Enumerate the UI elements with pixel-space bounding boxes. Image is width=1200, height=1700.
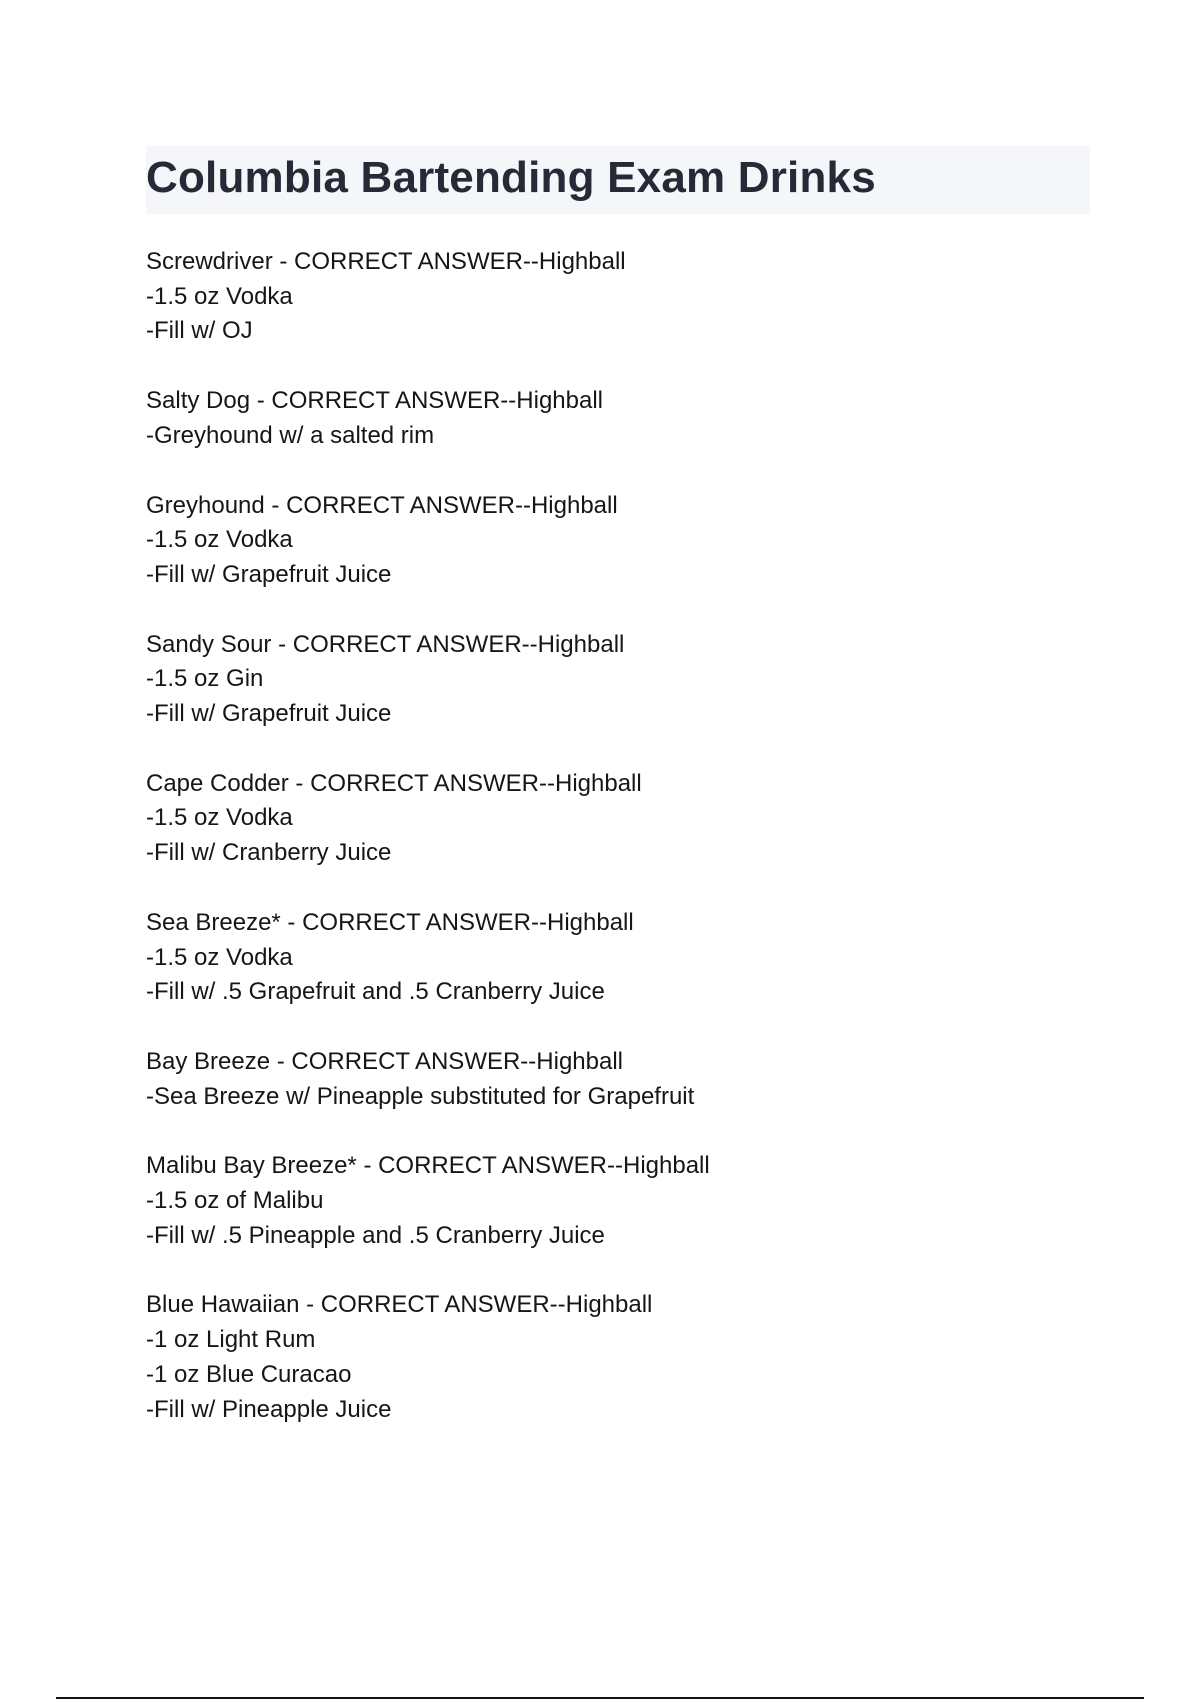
drink-ingredient-line: -Greyhound w/ a salted rim (146, 421, 435, 449)
drink-entry (146, 1045, 1090, 1114)
drink-heading: Greyhound - CORRECT ANSWER--Highball (146, 491, 618, 519)
drink-ingredient-line: -1 oz Blue Curacao (146, 1360, 352, 1388)
title-band (146, 146, 1090, 214)
drink-heading: Bay Breeze - CORRECT ANSWER--Highball (146, 1047, 624, 1075)
drink-ingredient-line: -1.5 oz Vodka (146, 526, 293, 554)
page-title: Columbia Bartending Exam Drinks (146, 153, 876, 202)
drink-entry (146, 628, 1090, 732)
drink-entry (146, 906, 1090, 1010)
drink-ingredient-line: -Fill w/ Pineapple Juice (146, 1395, 392, 1423)
drink-entry (146, 767, 1090, 871)
drink-heading: Sea Breeze* - CORRECT ANSWER--Highball (146, 908, 634, 936)
drink-ingredient-line: -Sea Breeze w/ Pineapple substituted for Grapefruit (146, 1082, 695, 1110)
drink-heading: Salty Dog - CORRECT ANSWER--Highball (146, 387, 603, 415)
drink-ingredient-line: -1 oz Light Rum (146, 1326, 316, 1354)
drink-ingredient-line: -1.5 oz Gin (146, 665, 264, 693)
drink-ingredient-line: -1.5 oz Vodka (146, 943, 293, 971)
drink-heading: Cape Codder - CORRECT ANSWER--Highball (146, 769, 642, 797)
drink-entry (146, 489, 1090, 593)
drink-ingredient-line: -1.5 oz Vodka (146, 804, 293, 832)
drink-ingredient-line: -Fill w/ Grapefruit Juice (146, 560, 392, 588)
drink-heading: Sandy Sour - CORRECT ANSWER--Highball (146, 630, 625, 658)
drink-ingredient-line: -Fill w/ Cranberry Juice (146, 839, 392, 867)
drink-ingredient-line: -Fill w/ .5 Grapefruit and .5 Cranberry Juice (146, 978, 605, 1006)
drink-entry (146, 1149, 1090, 1253)
drink-list (146, 245, 1090, 1462)
drink-ingredient-line: -Fill w/ .5 Pineapple and .5 Cranberry Juice (146, 1221, 605, 1249)
drink-heading: Blue Hawaiian - CORRECT ANSWER--Highball (146, 1291, 653, 1319)
footer-divider (56, 1697, 1144, 1699)
drink-ingredient-line: -Fill w/ OJ (146, 317, 253, 345)
drink-heading: Malibu Bay Breeze* - CORRECT ANSWER--Highball (146, 1152, 710, 1180)
drink-entry (146, 1288, 1090, 1427)
drink-heading: Screwdriver - CORRECT ANSWER--Highball (146, 248, 626, 275)
drink-ingredient-line: -Fill w/ Grapefruit Juice (146, 700, 392, 728)
drink-entry (146, 245, 1090, 349)
drink-ingredient-line: -1.5 oz Vodka (146, 282, 293, 310)
drink-entry (146, 384, 1090, 453)
drink-ingredient-line: -1.5 oz of Malibu (146, 1187, 324, 1215)
